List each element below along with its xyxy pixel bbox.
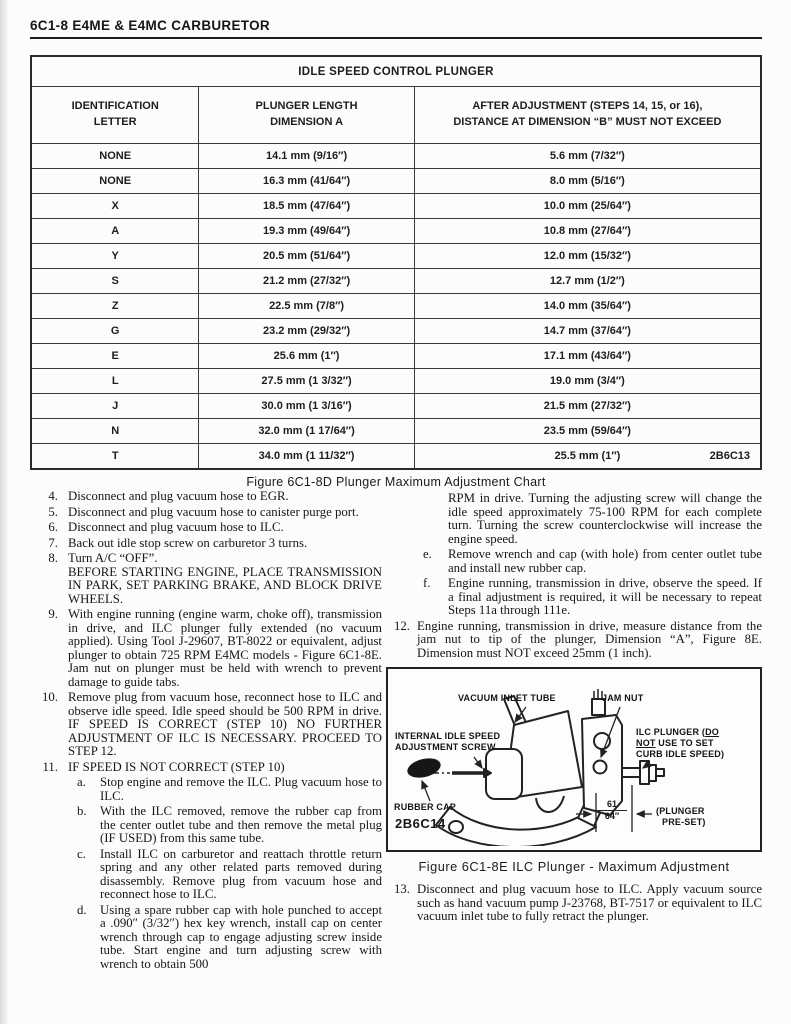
table-row: A 19.3 mm (49/64″) 10.8 mm (27/64″) [31,219,761,244]
table-row: T 34.0 mm (1 11/32″) 25.5 mm (1″) 2B6C13 [31,444,761,470]
table-row: Y 20.5 mm (51/64″) 12.0 mm (15/32″) [31,244,761,269]
step-4: 4. Disconnect and plug vacuum hose to EGR. [48,489,289,503]
ilc-plunger-figure [386,667,762,852]
step-11b: b. With the ILC removed, remove the rubber cap from the center outlet tube and then remove the metal plug (IF USED) from this same tube. [77,804,382,845]
step-11: 11. IF SPEED IS NOT CORRECT (STEP 10) [42,759,285,774]
idle-speed-control-plunger-table [30,55,762,470]
label-jam-nut: JAM NUT [602,693,644,703]
ilc-figure-caption: Figure 6C1-8E ILC Plunger - Maximum Adjustment [418,859,730,874]
step-11e: e. Remove wrench and cap (with hole) from center outlet tube and install new rubber cap. [423,547,762,575]
label-vacuum-inlet-tube: VACUUM INLET TUBE [458,693,556,703]
table-row: G 23.2 mm (29/32″) 14.7 mm (37/64″) [31,319,761,344]
label-internal-idle-speed-adjustment-screw: INTERNAL IDLE SPEED ADJUSTMENT SCREW [395,731,501,752]
col-header-after-adjustment: AFTER ADJUSTMENT (STEPS 14, 15, or 16), DISTANCE AT DIMENSION “B” MUST NOT EXCEED [414,87,761,144]
step-8-warning: BEFORE STARTING ENGINE, PLACE TRANSMISSION IN PARK, SET PARKING BRAKE, AND BLOCK DRIVE WHEELS. [68,564,382,606]
figure-code: 2B6C14 [395,816,446,831]
table-title: IDLE SPEED CONTROL PLUNGER [31,56,761,87]
step-8: 8. Turn A/C “OFF”. BEFORE STARTING ENGINE, PLACE TRANSMISSION IN PARK, SET PARKING BRAKE, AND BLOCK DRIVE WHEELS. [48,551,382,606]
right-column [386,492,762,926]
idle-speed-table-wrap [30,55,762,489]
step-10: 10. Remove plug from vacuum hose, reconnect hose to ILC and observe idle speed. Idle speed should be 500 RPM in drive. IF SPEED IS CORRECT (STEP 10) NO FURTHER ADJUSTMENT OF ILC IS NECESSARY. PROCEED TO STEP 12. [42,690,382,758]
step-9: 9. With engine running (engine warm, choke off), transmission in drive, and ILC plunger fully extended (no vacuum applied). Using Tool J-29607, BT-8022 or equivalent, adjust plunger to obtain 725 RPM E4MC models - Figure 6C1-8E. Jam nut on plunger must be held with wrench to prevent damage to guide tabs. [48,607,382,689]
step-5: 5. Disconnect and plug vacuum hose to canister purge port. [48,504,359,519]
page-header: 6C1-8 E4ME & E4MC CARBURETOR [30,18,762,39]
table-row: J 30.0 mm (1 3/16″) 21.5 mm (27/32″) [31,394,761,419]
step-6: 6. Disconnect and plug vacuum hose to ILC. [48,520,284,534]
table-row: NONE 16.3 mm (41/64″) 8.0 mm (5/16″) [31,169,761,194]
label-rubber-cap: RUBBER CAP [394,802,457,812]
table-row: L 27.5 mm (1 3/32″) 19.0 mm (3/4″) [31,369,761,394]
table-row: E 25.6 mm (1″) 17.1 mm (43/64″) [31,344,761,369]
col-header-plunger-length: PLUNGER LENGTH DIMENSION A [199,87,414,144]
dimension-fraction: $\frac{61}{64''}$ [597,800,627,822]
step-13: 13. Disconnect and plug vacuum hose to ILC. Apply vacuum source such as hand vacuum pump J-23768, BT-7517 or equivalent to ILC vacuum inlet tube to fully retract the plunger. [394,882,762,923]
step-11a: a. Stop engine and remove the ILC. Plug vacuum hose to ILC. [77,775,382,803]
step-11f: f. Engine running, transmission in drive, observe the speed. If a final adjustment is required, it will be necessary to repeat Steps 11a through 111e. [423,576,762,617]
step-11d-continuation: RPM in drive. Turning the adjusting screw will change the idle speed approximately 75-100 RPM for each complete turn. Turning the screw counterclockwise will increase the engine speed. [448,491,762,546]
step-11d: d. Using a spare rubber cap with hole punched to accept a .090″ (3/32″) hex key wrench, install cap on center wrench through cap to engage adjusting screw inside tube. Start engine and turn adjusting screw with wrench to obtain 500 [77,902,382,971]
table-code: 2B6C13 [709,450,750,462]
table-row: NONE 14.1 mm (9/16″) 5.6 mm (7/32″) [31,144,761,169]
table-row: N 32.0 mm (1 17/64″) 23.5 mm (59/64″) [31,419,761,444]
table-row: Z 22.5 mm (7/8″) 14.0 mm (35/64″) [31,294,761,319]
col-header-identification: IDENTIFICATION LETTER [31,87,199,144]
table-figure-caption: Figure 6C1-8D Plunger Maximum Adjustment Chart [246,475,546,489]
left-column [30,490,382,973]
step-11c: c. Install ILC on carburetor and reattach throttle return spring and any other related parts removed during disassembly. Remove plug from vacuum hose and reconnect hose to ILC. [77,846,382,901]
step-7: 7. Back out idle stop screw on carburetor 3 turns. [48,535,308,550]
step-12: 12. Engine running, transmission in drive, measure distance from the jam nut to tip of the plunger, Dimension “A”, Figure 8E. Dimension must NOT exceed 25mm (1 inch). [394,618,762,660]
table-row: X 18.5 mm (47/64″) 10.0 mm (25/64″) [31,194,761,219]
table-row: S 21.2 mm (27/32″) 12.7 mm (1/2″) [31,269,761,294]
label-ilc-plunger: ILC PLUNGER (DO NOT USE TO SET CURB IDLE SPEED) [636,727,725,759]
label-plunger-pre-set: (PLUNGER PRE-SET) [656,806,706,827]
